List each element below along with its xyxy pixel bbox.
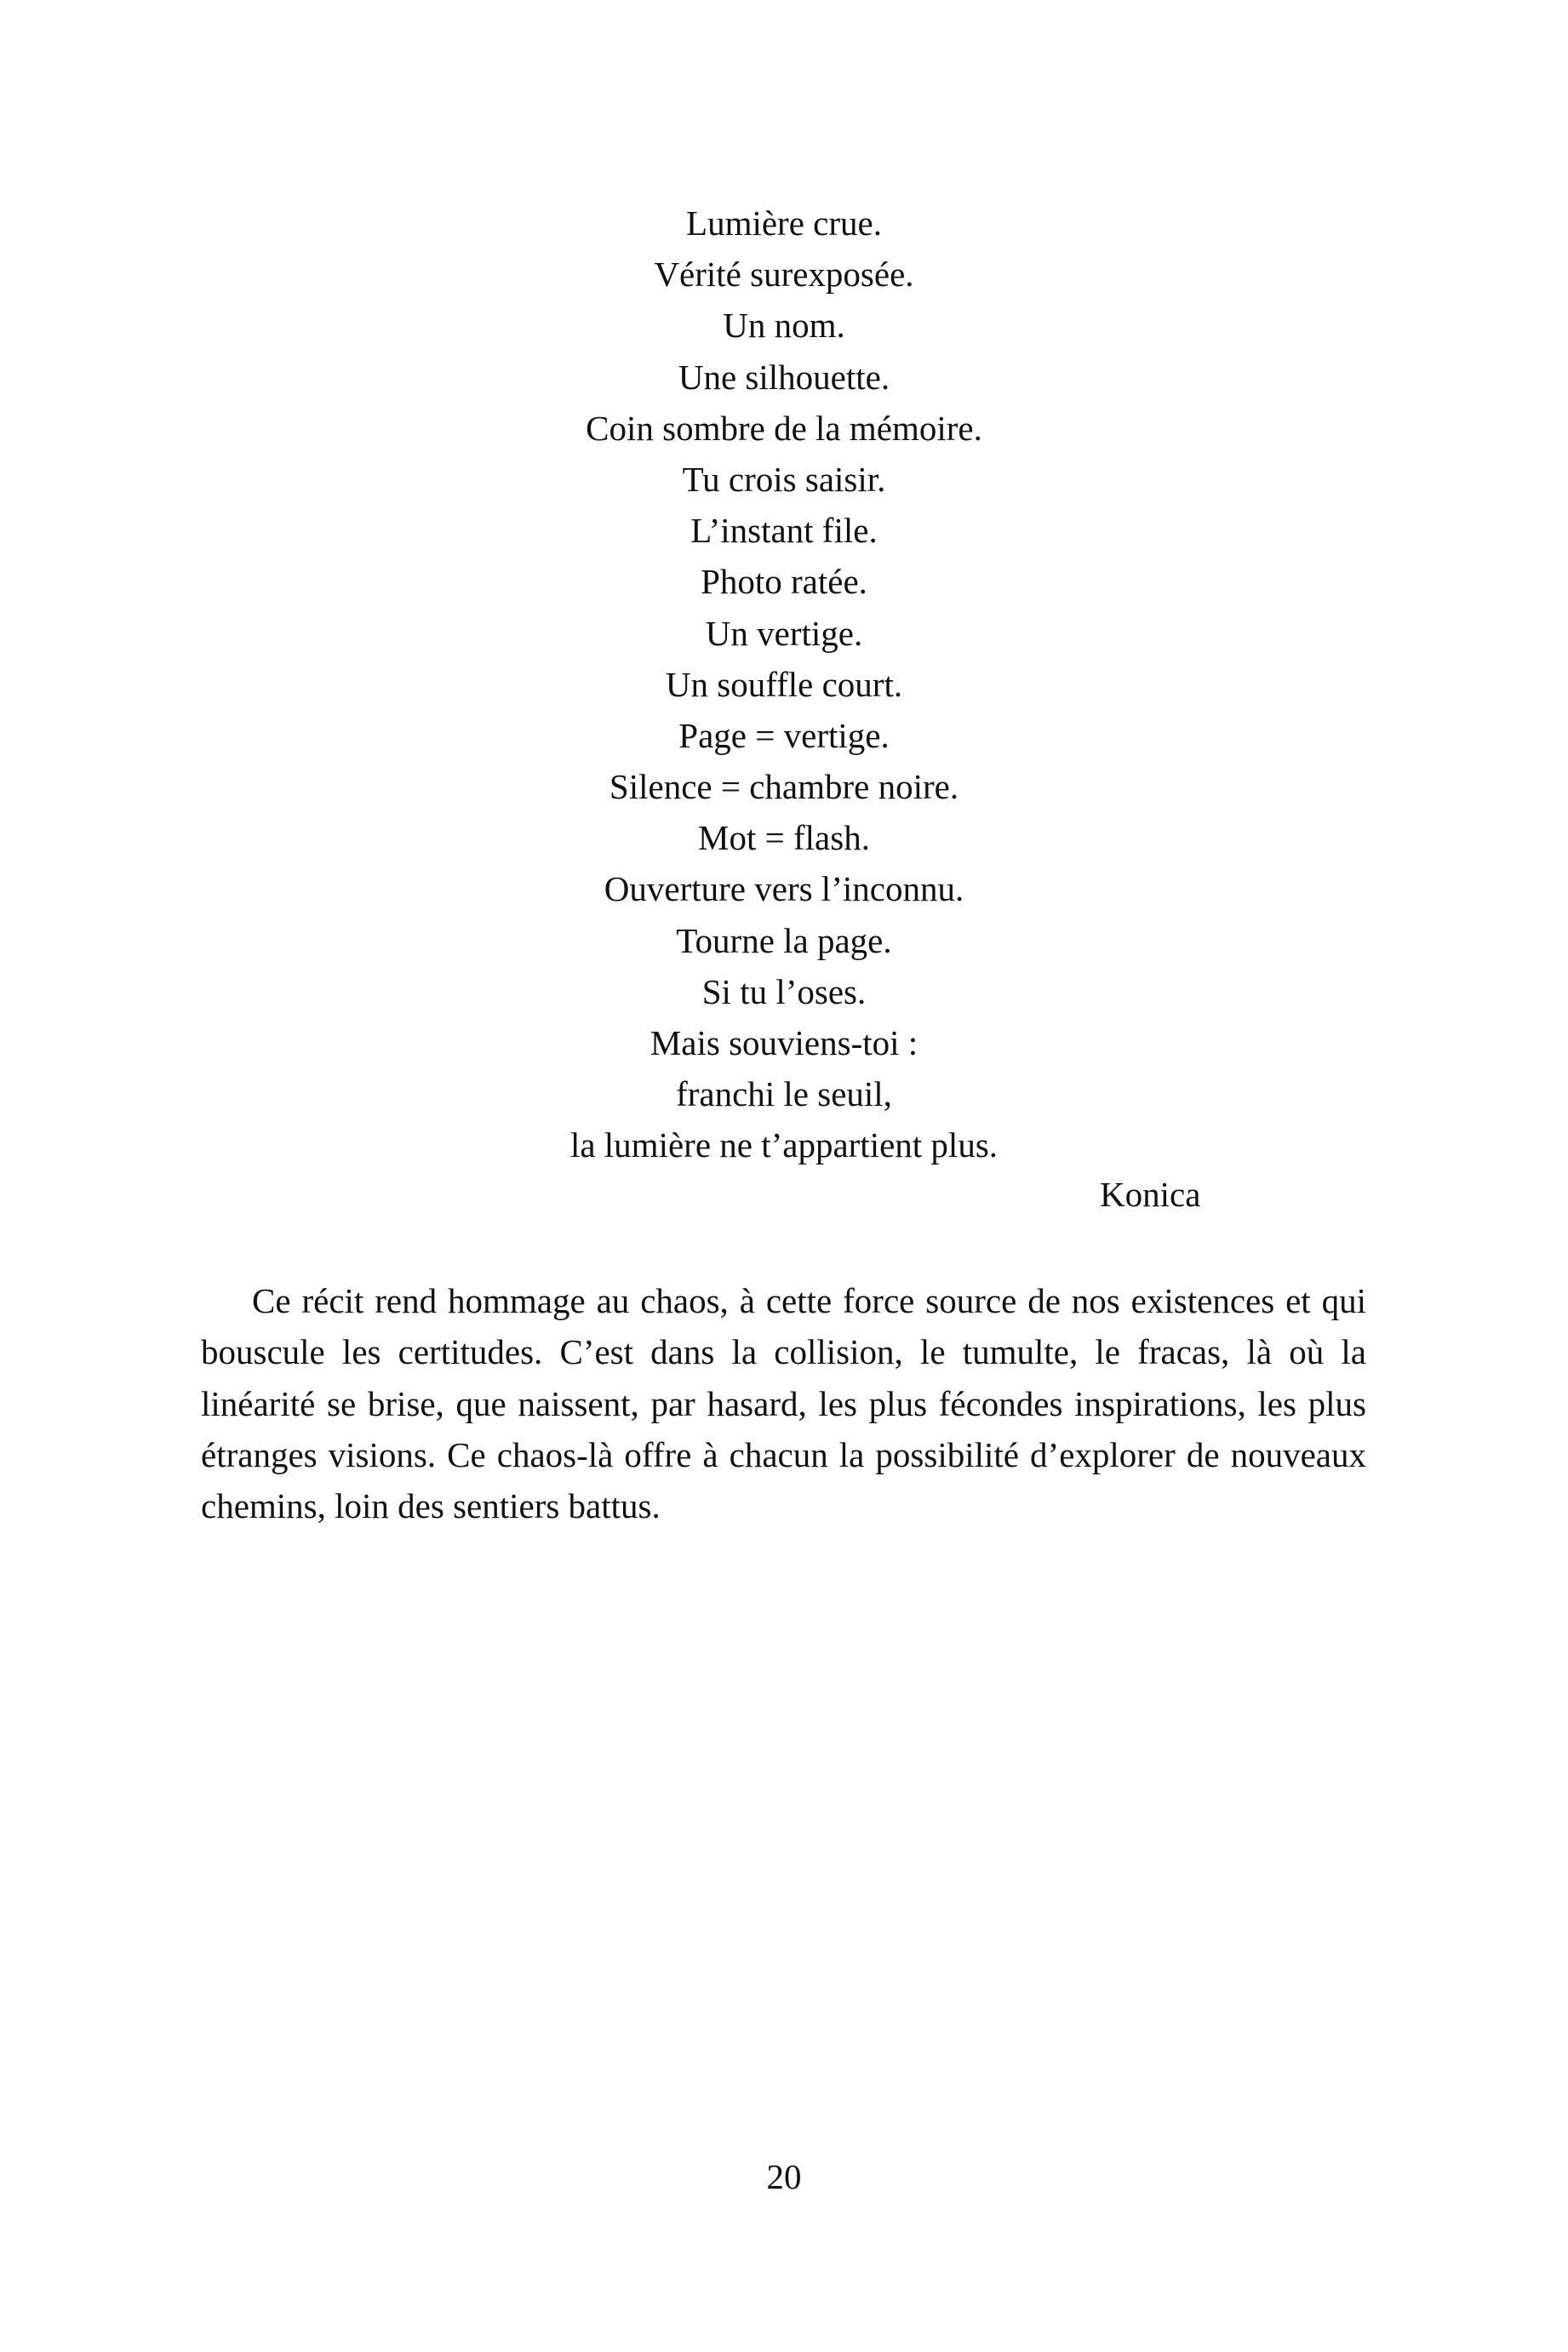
poem-line: Ouverture vers l’inconnu. <box>604 869 964 909</box>
poem-line: Un nom. <box>723 306 845 346</box>
poem-line: L’instant file. <box>690 511 878 551</box>
poem-line: Tu crois saisir. <box>682 459 886 499</box>
poem-line: Un vertige. <box>705 613 863 653</box>
poem-line: Vérité surexposée. <box>654 255 914 295</box>
poem-line: Si tu l’oses. <box>701 971 867 1011</box>
poem-line: Coin sombre de la mémoire. <box>586 408 982 448</box>
poem-line: Un souffle court. <box>665 664 903 704</box>
poem-signature: Konica <box>1100 1175 1201 1214</box>
body-paragraph: Ce récit rend hommage au chaos, à cette force source de nos existences et qui bouscule les certitudes. C’est dans la collision, le tumulte, le fracas, là où la linéarité se brise, que naissent, par hasard, les plus fécondes inspirations, les plus étranges visions. Ce chaos-là offre à chacun la possibilité d’explorer de nouveaux chemins, loin des sentiers battus. <box>201 1281 1366 1526</box>
poem-line: Mais souviens-toi : <box>650 1023 918 1062</box>
page-number: 20 <box>766 2157 802 2196</box>
poem <box>0 197 1568 1171</box>
poem-line: Une silhouette. <box>678 357 890 397</box>
poem-line: Mot = flash. <box>698 818 870 858</box>
poem-line: la lumière ne t’appartient plus. <box>569 1125 999 1165</box>
poem-line: Photo ratée. <box>701 562 867 602</box>
poem-line: Page = vertige. <box>678 715 890 755</box>
poem-line: Silence = chambre noire. <box>609 767 959 807</box>
poem-line: franchi le seuil, <box>676 1074 892 1114</box>
poem-line: Lumière crue. <box>686 203 882 243</box>
poem-line: Tourne la page. <box>676 920 892 960</box>
